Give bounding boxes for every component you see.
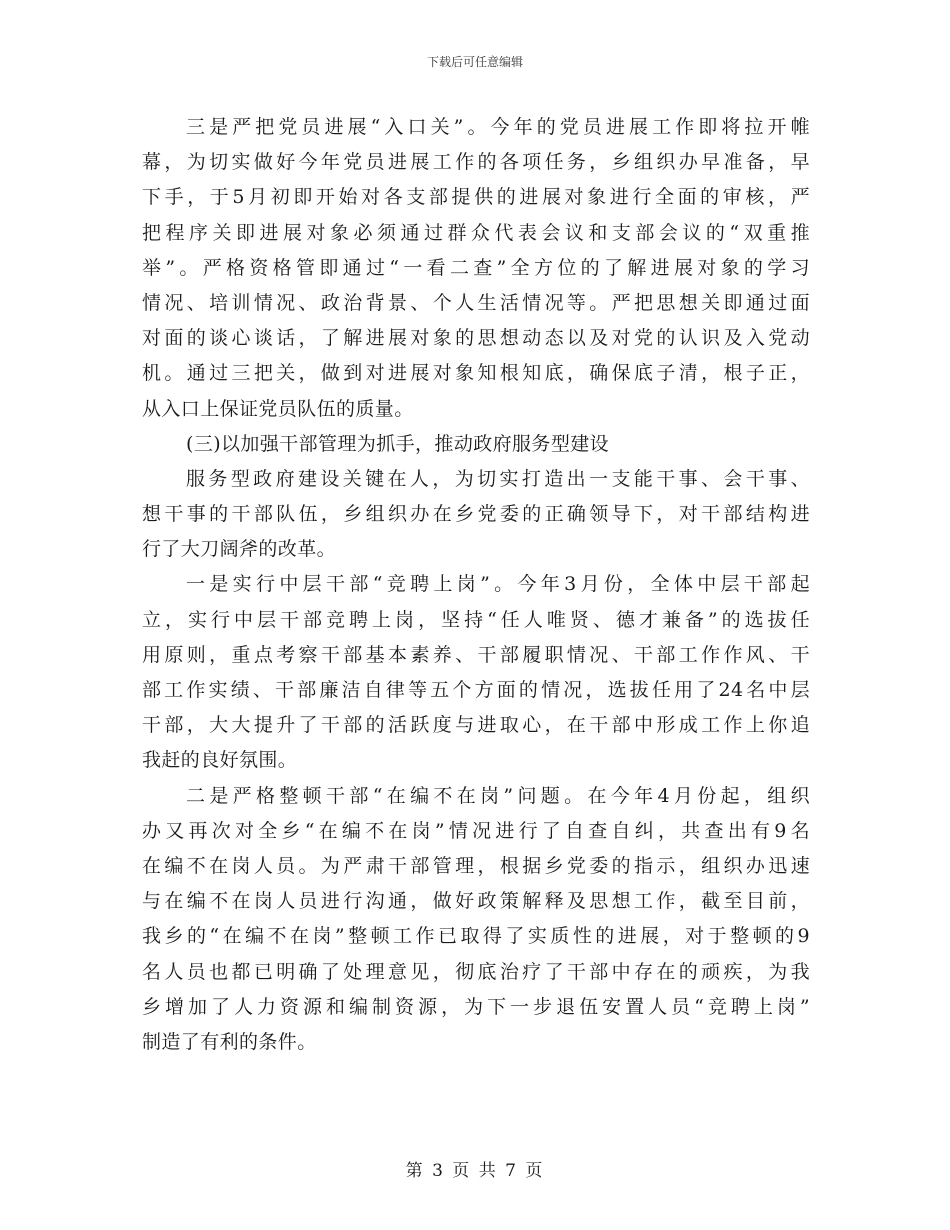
text-line: 办又再次对全乡“在编不在岗”情况进行了自查自纠，共查出有9名 bbox=[142, 819, 810, 842]
text-line: 机。通过三把关，做到对进展对象知根知底，确保底子清，根子正， bbox=[142, 362, 810, 385]
text-line: 三是严把党员进展“入口关”。今年的党员进展工作即将拉开帷 bbox=[186, 116, 810, 138]
text-line: 一是实行中层干部“竞聘上岗”。今年3月份，全体中层干部起 bbox=[186, 573, 810, 596]
page-header: 下载后可任意编辑 bbox=[426, 55, 523, 69]
text-line: 行了大刀阔斧的改革。 bbox=[142, 538, 337, 561]
document-body bbox=[142, 110, 810, 1060]
text-line: 用原则，重点考察干部基本素养、干部履职情况、干部工作作风、干 bbox=[142, 643, 810, 666]
text-line: 干部，大大提升了干部的活跃度与进取心，在干部中形成工作上你追 bbox=[142, 714, 810, 737]
text-line: 二是严格整顿干部“在编不在岗”问题。在今年4月份起，组织 bbox=[186, 784, 810, 807]
text-line: 制造了有利的条件。 bbox=[142, 1030, 317, 1053]
page-footer: 第 3 页 共 7 页 bbox=[405, 1161, 545, 1181]
text-line: 立，实行中层干部竞聘上岗，坚持“任人唯贤、德才兼备”的选拔任 bbox=[142, 608, 810, 631]
text-line: 我赶的良好氛围。 bbox=[142, 749, 298, 772]
text-line: 对面的谈心谈话，了解进展对象的思想动态以及对党的认识及入党动 bbox=[142, 327, 810, 350]
text-line: 我乡的“在编不在岗”整顿工作已取得了实质性的进展，对于整顿的9 bbox=[142, 925, 810, 948]
text-line: 与在编不在岗人员进行沟通，做好政策解释及思想工作，截至目前， bbox=[142, 890, 810, 913]
text-line: 想干事的干部队伍，乡组织办在乡党委的正确领导下，对干部结构进 bbox=[142, 503, 810, 526]
text-line: 举”。严格资格管即通过“一看二查”全方位的了解进展对象的学习 bbox=[142, 256, 810, 279]
text-line: 名人员也都已明确了处理意见，彻底治疗了干部中存在的顽疾，为我 bbox=[142, 960, 810, 983]
text-line: 部工作实绩、干部廉洁自律等五个方面的情况，选拔任用了24名中层 bbox=[142, 679, 810, 701]
section-heading: (三)以加强干部管理为抓手，推动政府服务型建设 bbox=[186, 432, 610, 455]
text-line: 幕，为切实做好今年党员进展工作的各项任务，乡组织办早准备，早 bbox=[142, 151, 810, 174]
text-line: 乡增加了人力资源和编制资源，为下一步退伍安置人员“竞聘上岗” bbox=[142, 995, 810, 1018]
text-line: 下手，于5月初即开始对各支部提供的进展对象进行全面的审核，严 bbox=[142, 186, 810, 209]
text-line: 情况、培训情况、政治背景、个人生活情况等。严把思想关即通过面 bbox=[142, 291, 810, 314]
text-line: 在编不在岗人员。为严肃干部管理，根据乡党委的指示，组织办迅速 bbox=[142, 854, 810, 877]
text-line: 把程序关即进展对象必须通过群众代表会议和支部会议的“双重推 bbox=[142, 221, 810, 244]
text-line: 从入口上保证党员队伍的质量。 bbox=[142, 397, 414, 420]
text-line: 服务型政府建设关键在人，为切实打造出一支能干事、会干事、 bbox=[186, 467, 810, 490]
